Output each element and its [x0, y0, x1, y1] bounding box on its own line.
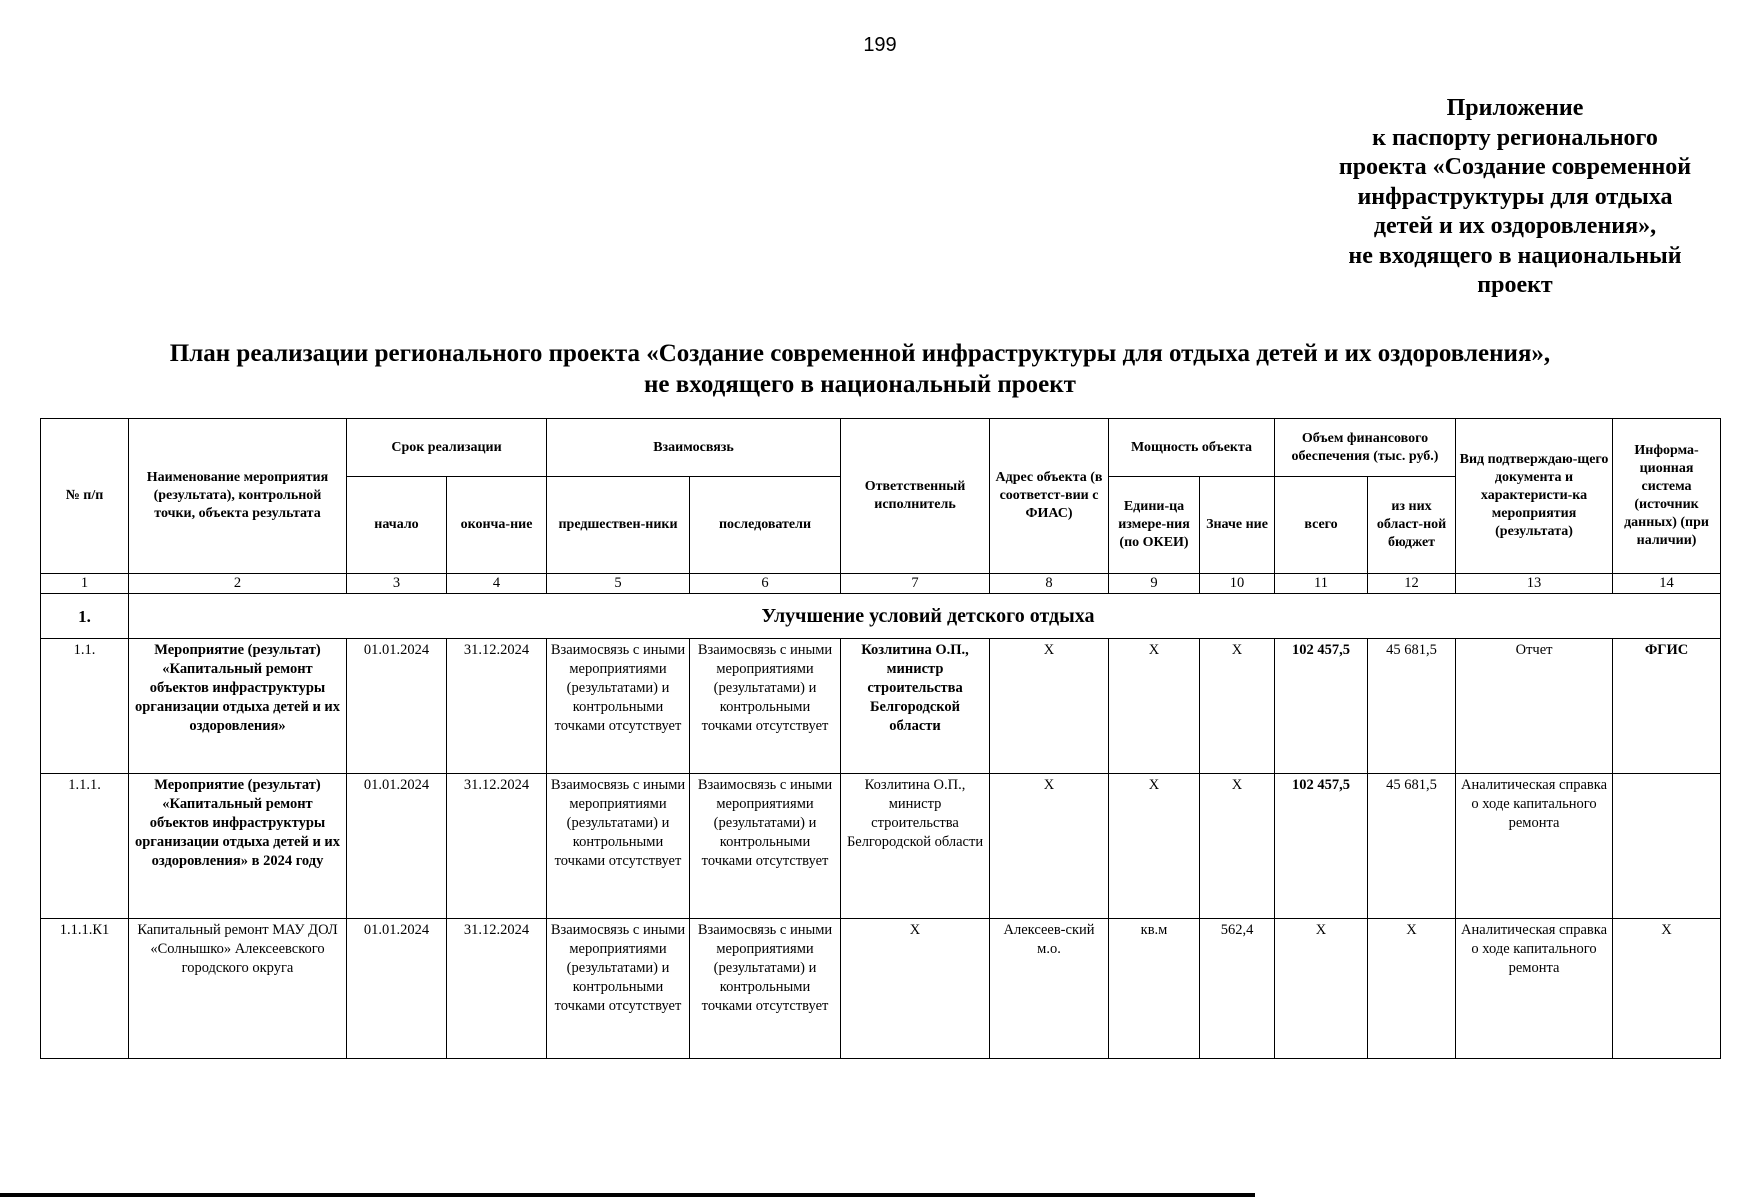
- row-name: Мероприятие (результат) «Капитальный ремонт объектов инфраструктуры организации отдыха детей и их оздоровления»: [129, 639, 347, 774]
- row-name: Капитальный ремонт МАУ ДОЛ «Солнышко» Алексеевского городского округа: [129, 919, 347, 1059]
- row-name: Мероприятие (результат) «Капитальный ремонт объектов инфраструктуры организации отдыха детей и их оздоровления» в 2024 году: [129, 774, 347, 919]
- table-row: [41, 774, 1721, 919]
- column-number: 14: [1613, 574, 1721, 594]
- header-row-1: [41, 419, 1721, 477]
- header-value: Значе ние: [1200, 477, 1275, 574]
- column-number: 9: [1109, 574, 1200, 594]
- document-title: [40, 338, 1680, 400]
- column-numbers-row: [41, 574, 1721, 594]
- header-name: Наименование мероприятия (результата), контрольной точки, объекта результата: [129, 419, 347, 574]
- section-number: 1.: [41, 594, 129, 639]
- header-regional: из них област-ной бюджет: [1368, 477, 1456, 574]
- appendix-line: проект: [1477, 272, 1553, 298]
- document-title-line-1: План реализации регионального проекта «Создание современной инфраструктуры для отдыха детей и их оздоровления»,: [169, 340, 1551, 367]
- column-number: 11: [1275, 574, 1368, 594]
- row-responsible: Х: [841, 919, 990, 1059]
- page-number: 199: [863, 34, 897, 56]
- row-predecessors: Взаимосвязь с иными мероприятиями (результатами) и контрольными точками отсутствует: [547, 919, 690, 1059]
- column-number: 8: [990, 574, 1109, 594]
- document-title-line-2: не входящего в национальный проект: [644, 371, 1076, 398]
- plan-table: [40, 418, 1721, 1059]
- row-successors: Взаимосвязь с иными мероприятиями (результатами) и контрольными точками отсутствует: [690, 774, 841, 919]
- column-number: 13: [1456, 574, 1613, 594]
- row-info-system: [1613, 774, 1721, 919]
- header-period: Срок реализации: [347, 419, 547, 477]
- column-number: 3: [347, 574, 447, 594]
- row-doc-type: Аналитическая справка о ходе капитального ремонта: [1456, 774, 1613, 919]
- column-number: 1: [41, 574, 129, 594]
- row-doc-type: Аналитическая справка о ходе капитального ремонта: [1456, 919, 1613, 1059]
- row-regional: Х: [1368, 919, 1456, 1059]
- column-number: 5: [547, 574, 690, 594]
- row-address: Х: [990, 774, 1109, 919]
- header-doc-type: Вид подтверждаю-щего документа и характеристи-ка мероприятия (результата): [1456, 419, 1613, 574]
- row-address: Алексеев-ский м.о.: [990, 919, 1109, 1059]
- appendix-line: Приложение: [1446, 95, 1584, 121]
- header-start: начало: [347, 477, 447, 574]
- row-value: 562,4: [1200, 919, 1275, 1059]
- appendix-line: детей и их оздоровления»,: [1373, 213, 1657, 239]
- row-successors: Взаимосвязь с иными мероприятиями (результатами) и контрольными точками отсутствует: [690, 919, 841, 1059]
- row-unit: Х: [1109, 774, 1200, 919]
- row-total: 102 457,5: [1275, 639, 1368, 774]
- table-row: [41, 919, 1721, 1059]
- header-responsible: Ответственный исполнитель: [841, 419, 990, 574]
- row-total: Х: [1275, 919, 1368, 1059]
- row-num: 1.1.: [41, 639, 129, 774]
- row-num: 1.1.1.К1: [41, 919, 129, 1059]
- row-value: Х: [1200, 774, 1275, 919]
- row-responsible: Козлитина О.П., министр строительства Белгородской области: [841, 774, 990, 919]
- row-end: 31.12.2024: [447, 774, 547, 919]
- row-info-system: Х: [1613, 919, 1721, 1059]
- row-predecessors: Взаимосвязь с иными мероприятиями (результатами) и контрольными точками отсутствует: [547, 639, 690, 774]
- column-number: 2: [129, 574, 347, 594]
- column-number: 4: [447, 574, 547, 594]
- appendix-line: проекта «Создание современной: [1338, 154, 1692, 180]
- row-start: 01.01.2024: [347, 774, 447, 919]
- table-row: [41, 639, 1721, 774]
- row-total: 102 457,5: [1275, 774, 1368, 919]
- header-finance: Объем финансового обеспечения (тыс. руб.): [1275, 419, 1456, 477]
- row-end: 31.12.2024: [447, 639, 547, 774]
- row-start: 01.01.2024: [347, 639, 447, 774]
- row-start: 01.01.2024: [347, 919, 447, 1059]
- column-number: 6: [690, 574, 841, 594]
- column-number: 10: [1200, 574, 1275, 594]
- appendix-line: не входящего в национальный: [1348, 242, 1682, 269]
- row-address: Х: [990, 639, 1109, 774]
- row-end: 31.12.2024: [447, 919, 547, 1059]
- row-predecessors: Взаимосвязь с иными мероприятиями (результатами) и контрольными точками отсутствует: [547, 774, 690, 919]
- row-successors: Взаимосвязь с иными мероприятиями (результатами) и контрольными точками отсутствует: [690, 639, 841, 774]
- header-relation: Взаимосвязь: [547, 419, 841, 477]
- row-unit: кв.м: [1109, 919, 1200, 1059]
- page-bottom-rule: [0, 1193, 1255, 1197]
- row-doc-type: Отчет: [1456, 639, 1613, 774]
- row-info-system: ФГИС: [1613, 639, 1721, 774]
- header-successors: последователи: [690, 477, 841, 574]
- row-value: Х: [1200, 639, 1275, 774]
- row-regional: 45 681,5: [1368, 639, 1456, 774]
- column-number: 7: [841, 574, 990, 594]
- header-num: № п/п: [41, 419, 129, 574]
- header-address: Адрес объекта (в соответст-вии с ФИАС): [990, 419, 1109, 574]
- header-predecessors: предшествен-ники: [547, 477, 690, 574]
- row-regional: 45 681,5: [1368, 774, 1456, 919]
- appendix-block: [1250, 94, 1760, 301]
- row-unit: Х: [1109, 639, 1200, 774]
- header-end: оконча-ние: [447, 477, 547, 574]
- header-info-system: Информа-ционная система (источник данных) (при наличии): [1613, 419, 1721, 574]
- header-total: всего: [1275, 477, 1368, 574]
- header-capacity: Мощность объекта: [1109, 419, 1275, 477]
- section-row: [41, 594, 1721, 639]
- section-title: Улучшение условий детского отдыха: [129, 594, 1721, 639]
- row-num: 1.1.1.: [41, 774, 129, 919]
- column-number: 12: [1368, 574, 1456, 594]
- header-unit: Едини-ца измере-ния (по ОКЕИ): [1109, 477, 1200, 574]
- row-responsible: Козлитина О.П., министр строительства Белгородской области: [841, 639, 990, 774]
- appendix-line: инфраструктуры для отдыха: [1357, 183, 1673, 210]
- appendix-line: к паспорту регионального: [1372, 124, 1658, 151]
